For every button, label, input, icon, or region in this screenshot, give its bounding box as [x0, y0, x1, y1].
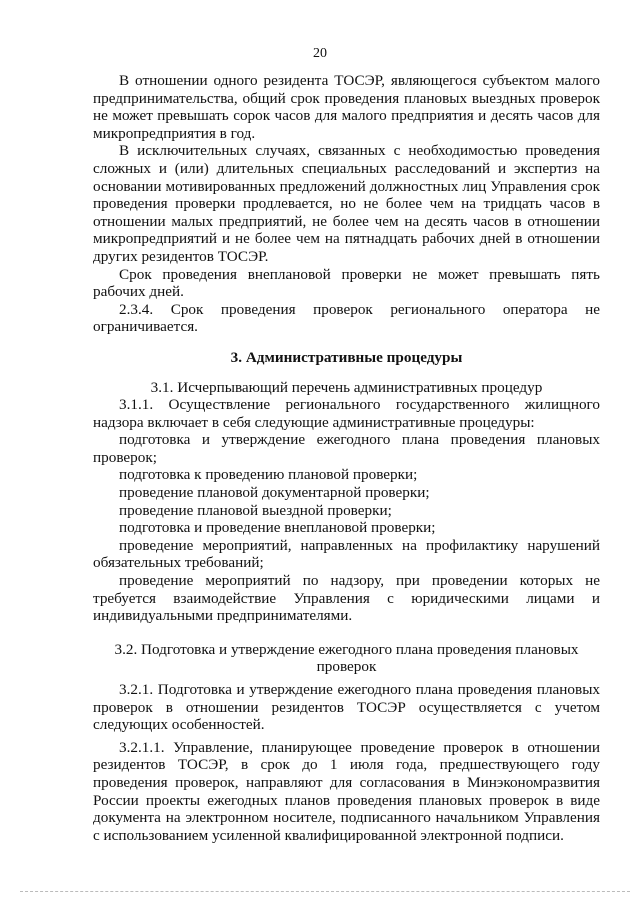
page-number: 20	[313, 46, 327, 61]
paragraph-small-business-limit: В отношении одного резидента ТОСЭР, являющегося субъектом малого предпринимательства, общий срок проведения плановых выездных проверок не может превышать сорок часов для малого предприятия и десять часов для микропредприятия в год.	[93, 72, 600, 142]
list-item-procedure: проведение плановой выездной проверки;	[119, 501, 392, 519]
document-body	[93, 72, 600, 844]
list-item-procedure: проведение плановой документарной проверки;	[119, 484, 430, 502]
list-item-procedure: проведение мероприятий по надзору, при проведении которых не требуется взаимодействие Управления с юридическими лицами и индивидуальными предпринимателями.	[93, 572, 600, 625]
list-item-procedure: подготовка и проведение внеплановой проверки;	[119, 519, 436, 537]
section-heading: 3. Административные процедуры	[230, 348, 463, 366]
subsection-3-2-title: 3.2. Подготовка и утверждение ежегодного плана проведения плановых проверок	[114, 640, 579, 676]
paragraph-unscheduled-limit: Срок проведения внеплановой проверки не может превышать пять рабочих дней.	[93, 265, 600, 301]
paragraph-3-2-1: 3.2.1. Подготовка и утверждение ежегодного плана проведения плановых проверок в отношении резидентов ТОСЭР осуществляется с учетом следующих особенностей.	[93, 681, 600, 734]
list-item-procedure: подготовка и утверждение ежегодного плана проведения плановых проверок;	[93, 431, 600, 466]
scan-edge-marks	[20, 891, 630, 894]
list-item-procedure: проведение мероприятий, направленных на профилактику нарушений обязательных требований;	[93, 536, 600, 572]
paragraph-3-2-1-1: 3.2.1.1. Управление, планирующее проведение проверок в отношении резидентов ТОСЭР, в срок до 1 июля года, предшествующего году проведения проверок, направляют для согласования в Минэкономразвития России проекты ежегодных планов проведения плановых проверок в виде документа на электронном носителе, подписанного начальником Управления с использованием усиленной квалифицированной электронной подписи.	[93, 738, 600, 844]
subsection-3-1-title: 3.1. Исчерпывающий перечень административных процедур	[150, 378, 543, 396]
paragraph-3-1-1: 3.1.1. Осуществление регионального государственного жилищного надзора включает в себя следующие административные процедуры:	[93, 396, 600, 431]
paragraph-exceptional-cases: В исключительных случаях, связанных с необходимостью проведения сложных и (или) длительных специальных расследований и экспертиз на основании мотивированных предложений должностных лиц Управления срок проведения проверки продлевается, но не более чем на тридцать часов в отношении малых предприятий, не более чем на десять часов в отношении микропредприятий и не более чем на пятнадцать рабочих дней в отношении других резидентов ТОСЭР.	[93, 142, 600, 265]
paragraph-2-3-4: 2.3.4. Срок проведения проверок регионального оператора не ограничивается.	[93, 300, 600, 336]
list-item-procedure: подготовка к проведению плановой проверки;	[119, 466, 418, 484]
